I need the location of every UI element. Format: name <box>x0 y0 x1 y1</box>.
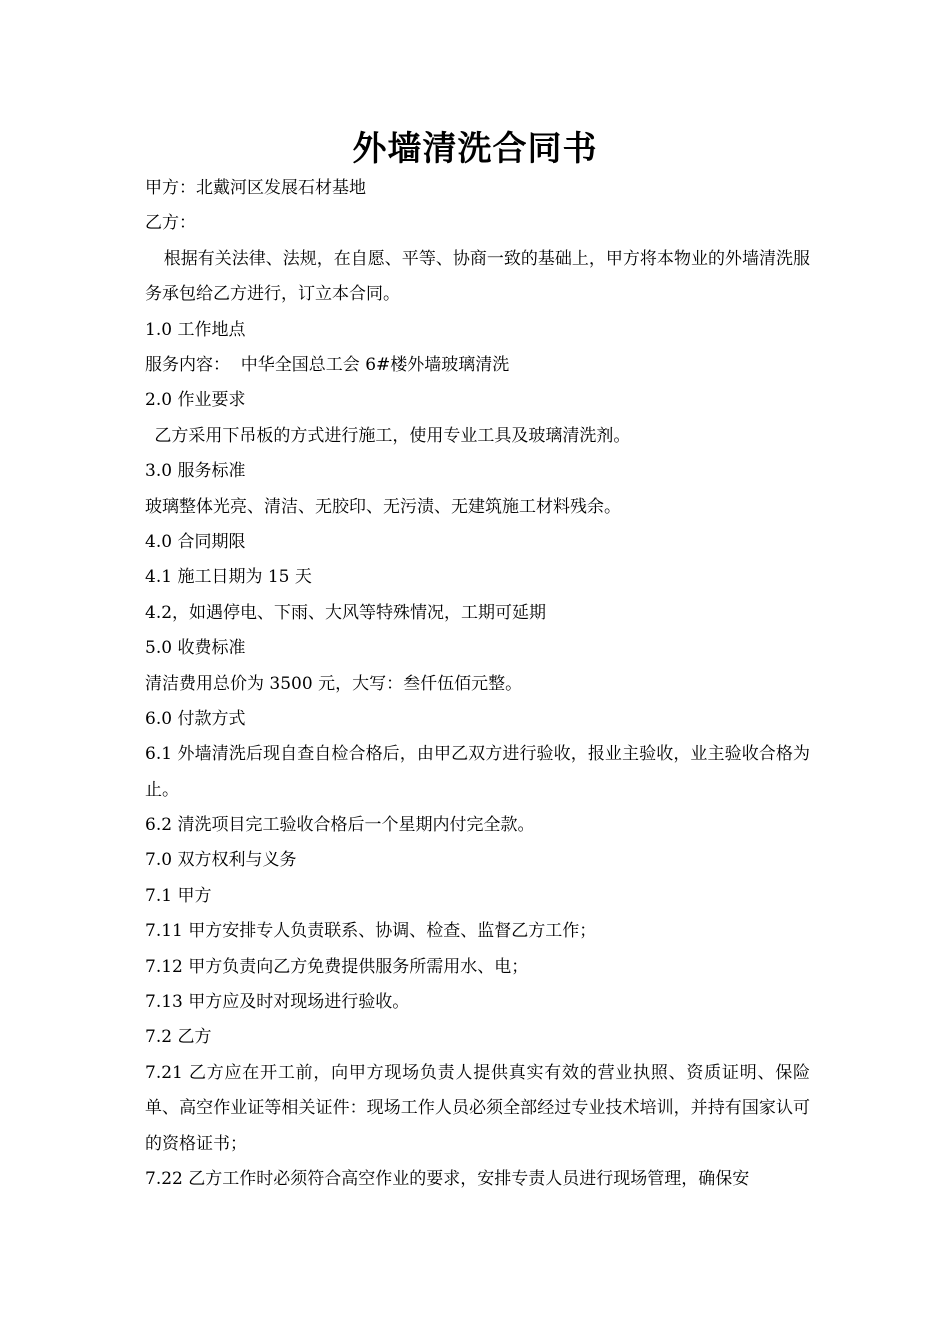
section-7-11: 7.11 甲方安排专人负责联系、协调、检查、监督乙方工作； <box>145 921 597 942</box>
party-b: 乙方： <box>145 213 196 234</box>
section-7-2-heading: 7.2 乙方 <box>145 1027 212 1048</box>
section-7-22: 7.22 乙方工作时必须符合高空作业的要求，安排专责人员进行现场管理，确保安 <box>145 1169 750 1190</box>
section-7-21: 7.21 乙方应在开工前，向甲方现场负责人提供真实有效的营业执照、资质证明、保险单、高空作业证等相关证件：现场工作人员必须全部经过专业技术培训，并持有国家认可的资格证书； <box>145 1062 810 1154</box>
section-2-heading: 2.0 作业要求 <box>145 390 246 411</box>
section-5-content: 清洁费用总价为 3500 元，大写：叁仟伍佰元整。 <box>145 673 523 694</box>
section-6-2: 6.2 清洗项目完工验收合格后一个星期内付完全款。 <box>145 815 535 836</box>
section-7-13: 7.13 甲方应及时对现场进行验收。 <box>145 992 410 1013</box>
preamble-paragraph: 根据有关法律、法规，在自愿、平等、协商一致的基础上，甲方将本物业的外墙清洗服务承包给乙方进行，订立本合同。 <box>145 248 810 305</box>
document-body <box>145 171 810 1197</box>
document-title: 外墙清洗合同书 <box>352 129 598 169</box>
section-1-content: 服务内容： 中华全国总工会 6#楼外墙玻璃清洗 <box>145 354 510 375</box>
section-6-heading: 6.0 付款方式 <box>145 708 246 729</box>
section-7-1-heading: 7.1 甲方 <box>145 885 212 906</box>
section-4-1: 4.1 施工日期为 15 天 <box>145 567 312 588</box>
section-3-heading: 3.0 服务标准 <box>145 461 246 482</box>
section-3-content: 玻璃整体光亮、清洁、无胶印、无污渍、无建筑施工材料残余。 <box>145 496 621 517</box>
section-5-heading: 5.0 收费标准 <box>145 638 246 659</box>
section-7-heading: 7.0 双方权利与义务 <box>145 850 297 871</box>
section-7-12: 7.12 甲方负责向乙方免费提供服务所需用水、电； <box>145 956 529 977</box>
party-a: 甲方：北戴河区发展石材基地 <box>145 178 366 198</box>
section-1-heading: 1.0 工作地点 <box>145 319 246 340</box>
section-6-1: 6.1 外墙清洗后现自查自检合格后，由甲乙双方进行验收，报业主验收，业主验收合格为止。 <box>145 744 810 800</box>
section-2-content: 乙方采用下吊板的方式进行施工，使用专业工具及玻璃清洗剂。 <box>154 425 631 446</box>
section-4-2: 4.2，如遇停电、下雨、大风等特殊情况，工期可延期 <box>145 602 547 623</box>
section-4-heading: 4.0 合同期限 <box>145 531 246 552</box>
